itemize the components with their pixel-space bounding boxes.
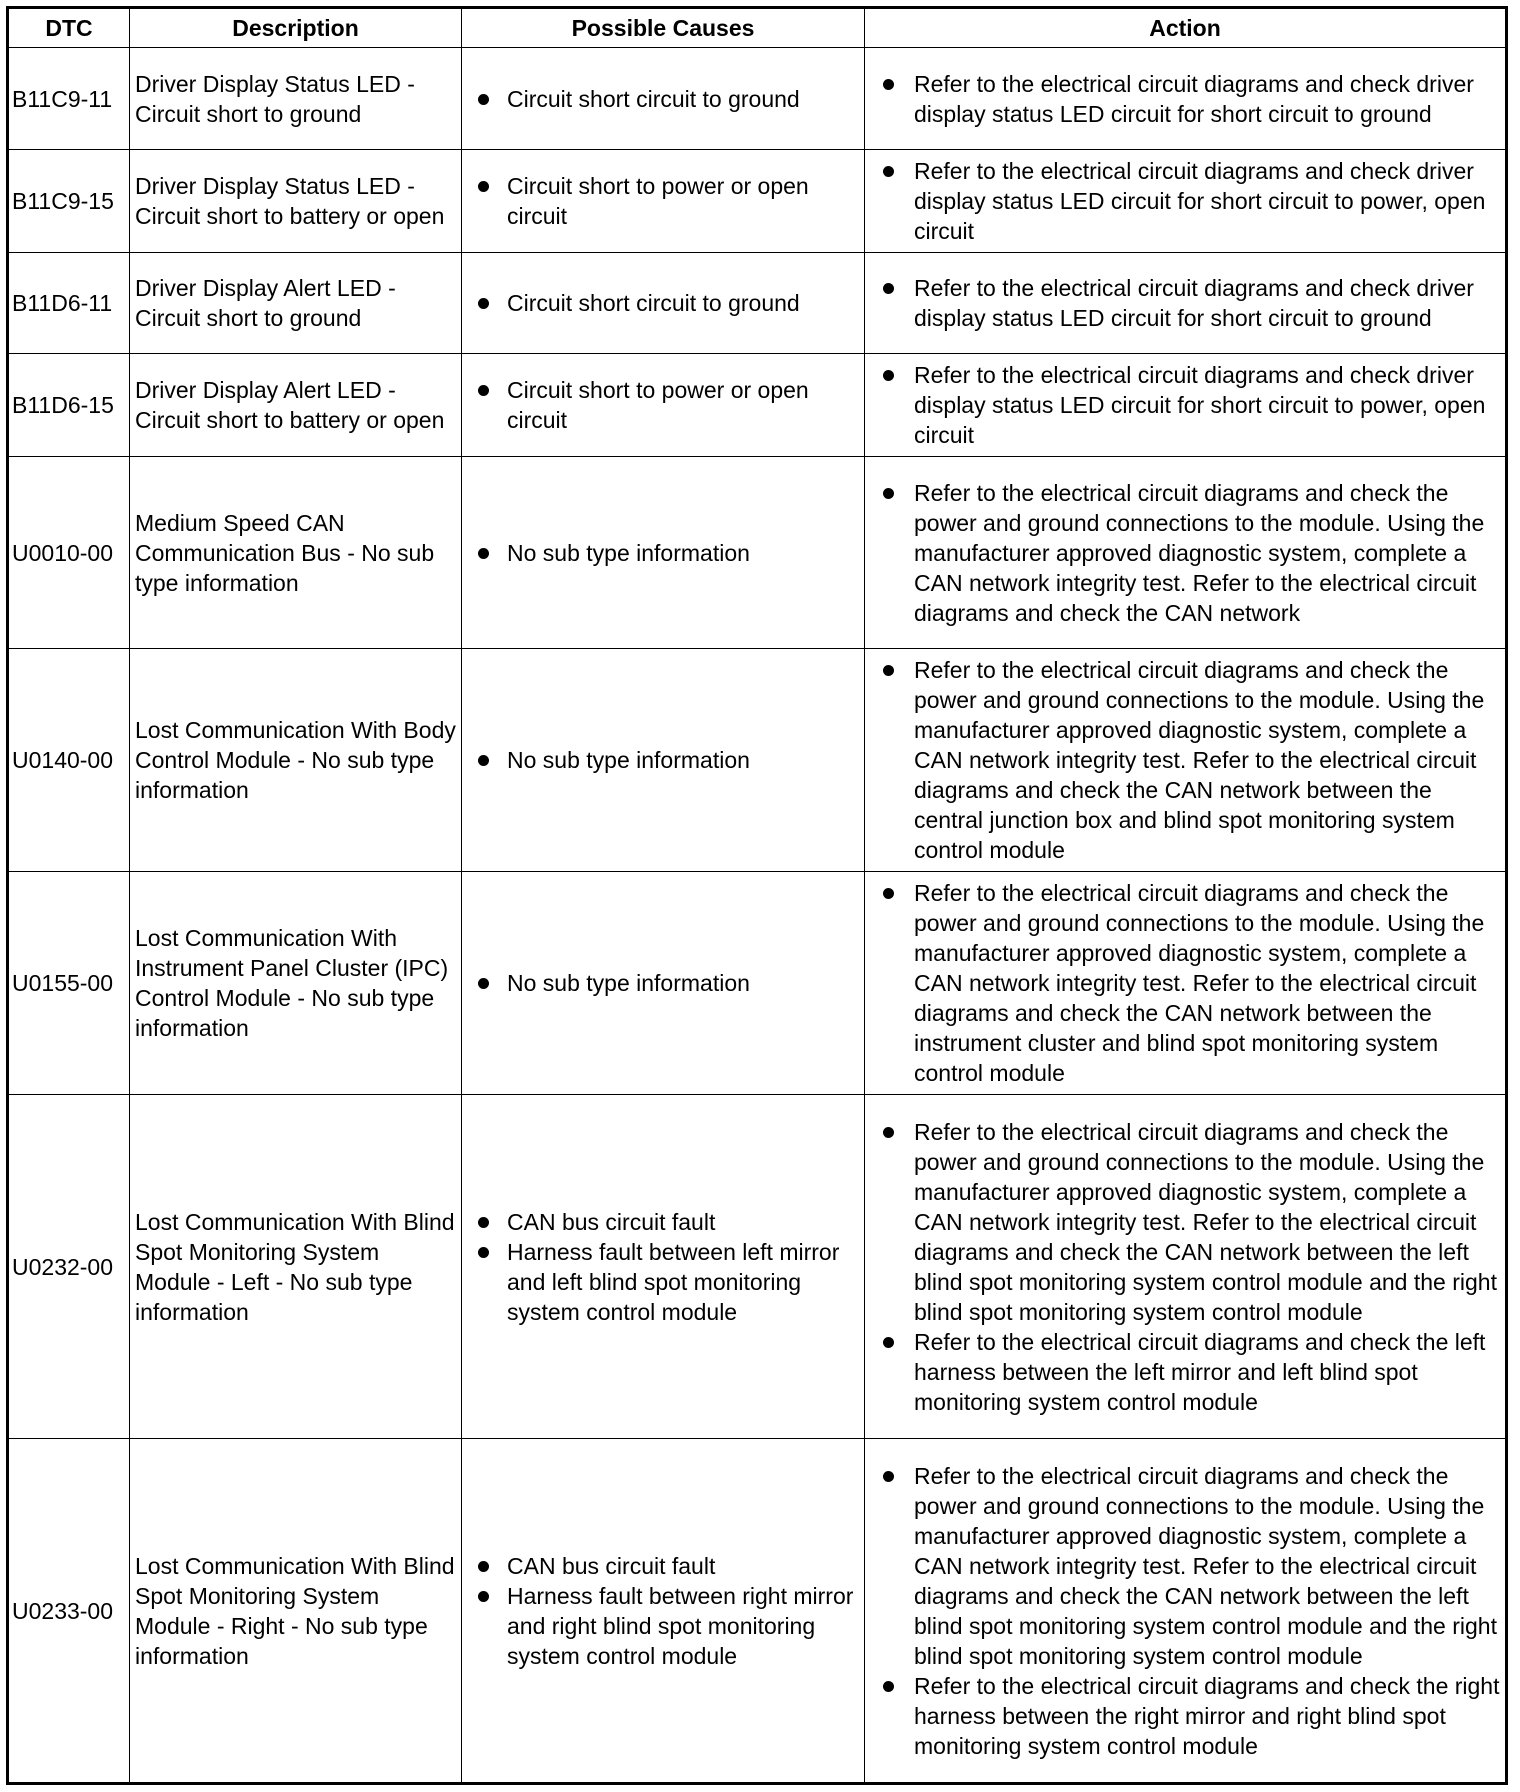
action-cell bbox=[865, 48, 1507, 150]
dtc-cell: B11D6-15 bbox=[8, 354, 130, 457]
cause-item: Circuit short circuit to ground bbox=[507, 288, 859, 318]
action-item: Refer to the electrical circuit diagrams and check the power and ground connections to the module. Using the manufacturer approved diagnostic system, complete a CAN network integrity test. Refer to the electrical circuit diagrams and check the CAN network between the instrument cluster and blind spot monitoring system control module bbox=[914, 878, 1500, 1088]
action-item: Refer to the electrical circuit diagrams and check driver display status LED circuit for short circuit to power, open circuit bbox=[914, 360, 1500, 450]
action-item: Refer to the electrical circuit diagrams and check driver display status LED circuit for short circuit to ground bbox=[914, 69, 1500, 129]
table-row bbox=[8, 1439, 1507, 1784]
header-possible-causes: Possible Causes bbox=[462, 8, 865, 48]
dtc-table bbox=[6, 6, 1508, 1785]
dtc-cell: U0233-00 bbox=[8, 1439, 130, 1784]
cause-item: Harness fault between right mirror and right blind spot monitoring system control module bbox=[507, 1581, 859, 1671]
table-row bbox=[8, 354, 1507, 457]
action-cell bbox=[865, 150, 1507, 253]
description-cell: Lost Communication With Instrument Panel Cluster (IPC) Control Module - No sub type information bbox=[130, 872, 462, 1095]
dtc-cell: U0232-00 bbox=[8, 1095, 130, 1439]
cause-item: Circuit short circuit to ground bbox=[507, 84, 859, 114]
action-item: Refer to the electrical circuit diagrams and check the power and ground connections to the module. Using the manufacturer approved diagnostic system, complete a CAN network integrity test. Refer to the electrical circuit diagrams and check the CAN network bbox=[914, 478, 1500, 628]
dtc-cell: U0155-00 bbox=[8, 872, 130, 1095]
cause-item: Harness fault between left mirror and left blind spot monitoring system control module bbox=[507, 1237, 859, 1327]
cause-item: No sub type information bbox=[507, 538, 859, 568]
description-cell: Driver Display Alert LED - Circuit short to battery or open bbox=[130, 354, 462, 457]
action-item: Refer to the electrical circuit diagrams and check the left harness between the left mirror and left blind spot monitoring system control module bbox=[914, 1327, 1500, 1417]
header-description: Description bbox=[130, 8, 462, 48]
dtc-cell: B11C9-11 bbox=[8, 48, 130, 150]
cause-item: No sub type information bbox=[507, 968, 859, 998]
causes-cell bbox=[462, 150, 865, 253]
cause-item: Circuit short to power or open circuit bbox=[507, 375, 859, 435]
dtc-cell: U0010-00 bbox=[8, 457, 130, 649]
action-cell bbox=[865, 253, 1507, 354]
action-item: Refer to the electrical circuit diagrams and check driver display status LED circuit for short circuit to power, open circuit bbox=[914, 156, 1500, 246]
action-cell bbox=[865, 457, 1507, 649]
header-dtc: DTC bbox=[8, 8, 130, 48]
causes-cell bbox=[462, 872, 865, 1095]
causes-cell bbox=[462, 48, 865, 150]
action-cell bbox=[865, 354, 1507, 457]
causes-cell bbox=[462, 253, 865, 354]
action-item: Refer to the electrical circuit diagrams and check the power and ground connections to the module. Using the manufacturer approved diagnostic system, complete a CAN network integrity test. Refer to the electrical circuit diagrams and check the CAN network between the central junction box and blind spot monitoring system control module bbox=[914, 655, 1500, 865]
cause-item: No sub type information bbox=[507, 745, 859, 775]
causes-cell bbox=[462, 457, 865, 649]
dtc-cell: B11C9-15 bbox=[8, 150, 130, 253]
cause-item: CAN bus circuit fault bbox=[507, 1207, 859, 1237]
causes-cell bbox=[462, 1095, 865, 1439]
action-cell bbox=[865, 1439, 1507, 1784]
causes-cell bbox=[462, 354, 865, 457]
action-item: Refer to the electrical circuit diagrams and check driver display status LED circuit for short circuit to ground bbox=[914, 273, 1500, 333]
causes-cell bbox=[462, 649, 865, 872]
dtc-cell: U0140-00 bbox=[8, 649, 130, 872]
cause-item: Circuit short to power or open circuit bbox=[507, 171, 859, 231]
action-cell bbox=[865, 872, 1507, 1095]
action-item: Refer to the electrical circuit diagrams and check the right harness between the right mirror and right blind spot monitoring system control module bbox=[914, 1672, 1500, 1759]
action-item: Refer to the electrical circuit diagrams and check the power and ground connections to the module. Using the manufacturer approved diagnostic system, complete a CAN network integrity test. Refer to the electrical circuit diagrams and check the CAN network between the left blind spot monitoring system control module and the right blind spot monitoring system control module bbox=[914, 1117, 1500, 1327]
action-cell bbox=[865, 1095, 1507, 1439]
description-cell: Medium Speed CAN Communication Bus - No sub type information bbox=[130, 457, 462, 649]
description-cell: Driver Display Status LED - Circuit short to ground bbox=[130, 48, 462, 150]
action-cell bbox=[865, 649, 1507, 872]
header-row bbox=[8, 8, 1507, 48]
causes-cell bbox=[462, 1439, 865, 1784]
description-cell: Lost Communication With Blind Spot Monitoring System Module - Left - No sub type information bbox=[130, 1095, 462, 1439]
table-row bbox=[8, 253, 1507, 354]
dtc-cell: B11D6-11 bbox=[8, 253, 130, 354]
cause-item: CAN bus circuit fault bbox=[507, 1551, 859, 1581]
description-cell: Driver Display Status LED - Circuit short to battery or open bbox=[130, 150, 462, 253]
table-row bbox=[8, 48, 1507, 150]
header-action: Action bbox=[865, 8, 1507, 48]
table-row bbox=[8, 1095, 1507, 1439]
description-cell: Driver Display Alert LED - Circuit short to ground bbox=[130, 253, 462, 354]
action-item: Refer to the electrical circuit diagrams and check the power and ground connections to the module. Using the manufacturer approved diagnostic system, complete a CAN network integrity test. Refer to the electrical circuit diagrams and check the CAN network between the left blind spot monitoring system control module and the right blind spot monitoring system control module bbox=[914, 1461, 1500, 1671]
table-row bbox=[8, 150, 1507, 253]
table-row bbox=[8, 649, 1507, 872]
table-row bbox=[8, 872, 1507, 1095]
description-cell: Lost Communication With Blind Spot Monitoring System Module - Right - No sub type information bbox=[130, 1439, 462, 1784]
description-cell: Lost Communication With Body Control Module - No sub type information bbox=[130, 649, 462, 872]
table-row bbox=[8, 457, 1507, 649]
